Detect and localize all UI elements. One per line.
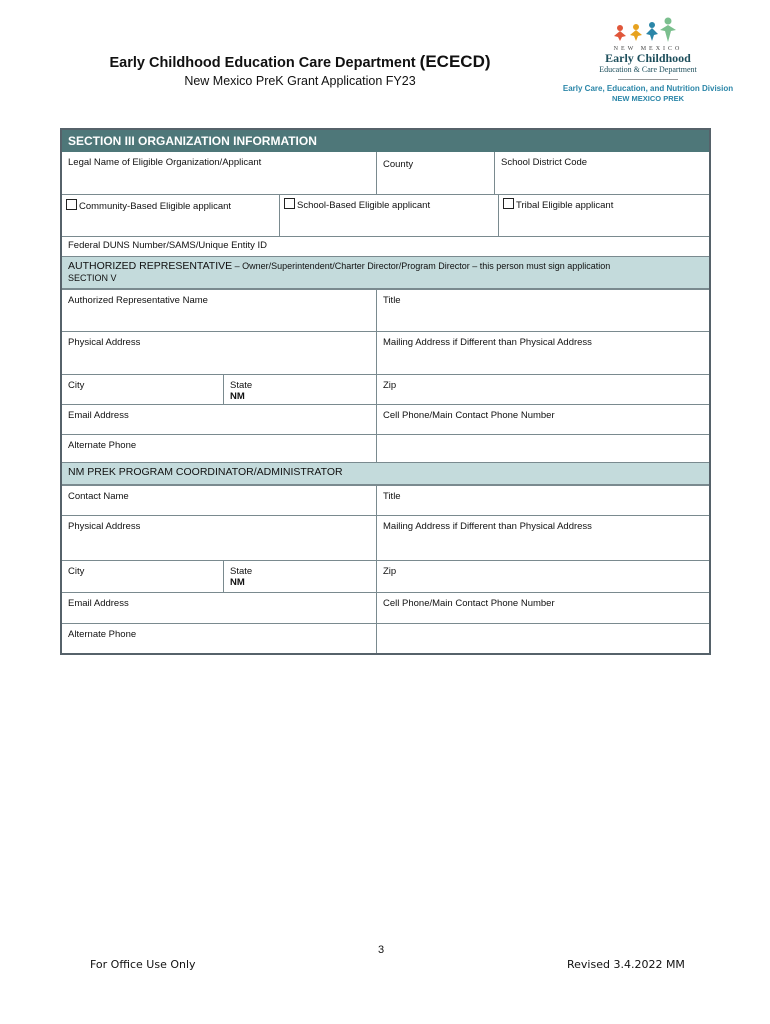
application-form (60, 128, 711, 655)
document-title (0, 52, 600, 72)
document-title-text: Early Childhood Education Care Department (109, 55, 416, 71)
auth-rep-city-label: City (68, 380, 85, 391)
auth-rep-email-label: Email Address (68, 410, 129, 421)
legal-name-field[interactable] (62, 152, 376, 194)
coord-state-value: NM (230, 577, 245, 588)
auth-rep-state-field[interactable] (223, 375, 376, 404)
logo-name-line2: Education & Care Department (599, 65, 697, 74)
auth-rep-physical-address-label: Physical Address (68, 337, 141, 348)
section3-header: SECTION III ORGANIZATION INFORMATION (62, 130, 709, 152)
auth-rep-title-field[interactable] (376, 290, 709, 331)
auth-rep-alt-phone-field[interactable] (62, 435, 376, 462)
duns-row[interactable] (62, 236, 709, 256)
logo-program: NEW MEXICO PREK (611, 94, 685, 103)
auth-rep-city-row (62, 374, 709, 404)
coord-alt-phone-label: Alternate Phone (68, 629, 137, 640)
auth-rep-title-label: Title (383, 295, 401, 306)
legal-name-label: Legal Name of Eligible Organization/Applicant (68, 157, 262, 168)
auth-rep-cell-phone-label: Cell Phone/Main Contact Phone Number (383, 410, 555, 421)
auth-rep-mailing-address-label: Mailing Address if Different than Physical Address (383, 337, 592, 348)
school-based-label: School-Based Eligible applicant (297, 200, 431, 211)
coord-state-field[interactable] (223, 561, 376, 592)
org-name-row (62, 152, 709, 194)
coord-physical-address-label: Physical Address (68, 521, 141, 532)
auth-rep-address-row (62, 331, 709, 374)
coord-state-label: State (230, 566, 253, 577)
coord-email-field[interactable] (62, 593, 376, 623)
community-based-option[interactable] (62, 195, 279, 236)
authorized-rep-header (62, 256, 709, 289)
auth-rep-alt-phone-label: Alternate Phone (68, 440, 137, 451)
duns-field[interactable] (62, 237, 709, 256)
coord-address-row (62, 515, 709, 560)
coord-email-label: Email Address (68, 598, 129, 609)
auth-rep-name-label: Authorized Representative Name (68, 295, 208, 306)
auth-rep-physical-address-field[interactable] (62, 332, 376, 374)
auth-rep-zip-field[interactable] (376, 375, 709, 404)
auth-rep-name-field[interactable] (62, 290, 376, 331)
coord-title-label: Title (383, 491, 401, 502)
community-based-label: Community-Based Eligible applicant (79, 201, 232, 212)
children-figures-icon (608, 16, 688, 46)
auth-rep-alt-phone-row (62, 434, 709, 462)
document-subtitle: New Mexico PreK Grant Application FY23 (184, 74, 416, 88)
auth-rep-city-field[interactable] (62, 375, 223, 404)
coord-zip-label: Zip (383, 566, 397, 577)
coord-alt-phone-row (62, 623, 709, 653)
duns-label: Federal DUNS Number/SAMS/Unique Entity ID (68, 240, 268, 251)
coord-cell-phone-label: Cell Phone/Main Contact Phone Number (383, 598, 555, 609)
coord-cell-phone-field[interactable] (376, 593, 709, 623)
logo-name-line1: Early Childhood (605, 51, 691, 65)
coordinator-header: NM PREK PROGRAM COORDINATOR/ADMINISTRATOR (62, 462, 709, 485)
footer-office-use: For Office Use Only (90, 958, 196, 971)
coord-mailing-address-label: Mailing Address if Different than Physical Address (383, 521, 592, 532)
auth-rep-state-value: NM (230, 391, 245, 402)
authorized-rep-subtitle: – Owner/Superintendent/Charter Director/Program Director – this person must sign application (232, 261, 611, 271)
county-label: County (383, 159, 414, 170)
auth-rep-cell-phone-field[interactable] (376, 405, 709, 434)
auth-rep-state-label: State (230, 380, 253, 391)
coord-name-row (62, 485, 709, 515)
county-field[interactable] (376, 152, 494, 194)
logo-divider (618, 79, 678, 80)
coord-physical-address-field[interactable] (62, 516, 376, 560)
page-number: 3 (378, 944, 385, 956)
coord-contact-name-label: Contact Name (68, 491, 129, 502)
coord-alt-phone-blank[interactable] (376, 624, 709, 653)
ececd-logo (548, 16, 748, 116)
coord-alt-phone-field[interactable] (62, 624, 376, 653)
coord-city-field[interactable] (62, 561, 223, 592)
tribal-checkbox[interactable] (503, 198, 514, 209)
auth-rep-zip-label: Zip (383, 380, 397, 391)
tribal-option[interactable] (498, 195, 709, 236)
logo-state: NEW MEXICO (613, 46, 683, 52)
coord-contact-name-field[interactable] (62, 486, 376, 515)
coord-mailing-address-field[interactable] (376, 516, 709, 560)
authorized-rep-title: AUTHORIZED REPRESENTATIVE (68, 260, 233, 272)
coord-email-row (62, 592, 709, 623)
footer-revised: Revised 3.4.2022 MM (567, 958, 685, 971)
auth-rep-name-row (62, 289, 709, 331)
coord-zip-field[interactable] (376, 561, 709, 592)
auth-rep-alt-phone-blank[interactable] (376, 435, 709, 462)
auth-rep-email-field[interactable] (62, 405, 376, 434)
auth-rep-email-row (62, 404, 709, 434)
community-based-checkbox[interactable] (66, 199, 77, 210)
logo-division: Early Care, Education, and Nutrition Division (562, 84, 734, 93)
applicant-type-row (62, 194, 709, 236)
tribal-label: Tribal Eligible applicant (516, 200, 614, 211)
school-based-option[interactable] (279, 195, 498, 236)
document-title-acronym: (ECECD) (419, 52, 491, 71)
coord-title-field[interactable] (376, 486, 709, 515)
coord-city-row (62, 560, 709, 592)
school-based-checkbox[interactable] (284, 198, 295, 209)
school-district-code-field[interactable] (494, 152, 709, 194)
authorized-rep-subtitle2: SECTION V (68, 273, 117, 283)
school-district-code-label: School District Code (501, 157, 588, 168)
coord-city-label: City (68, 566, 85, 577)
auth-rep-mailing-address-field[interactable] (376, 332, 709, 374)
